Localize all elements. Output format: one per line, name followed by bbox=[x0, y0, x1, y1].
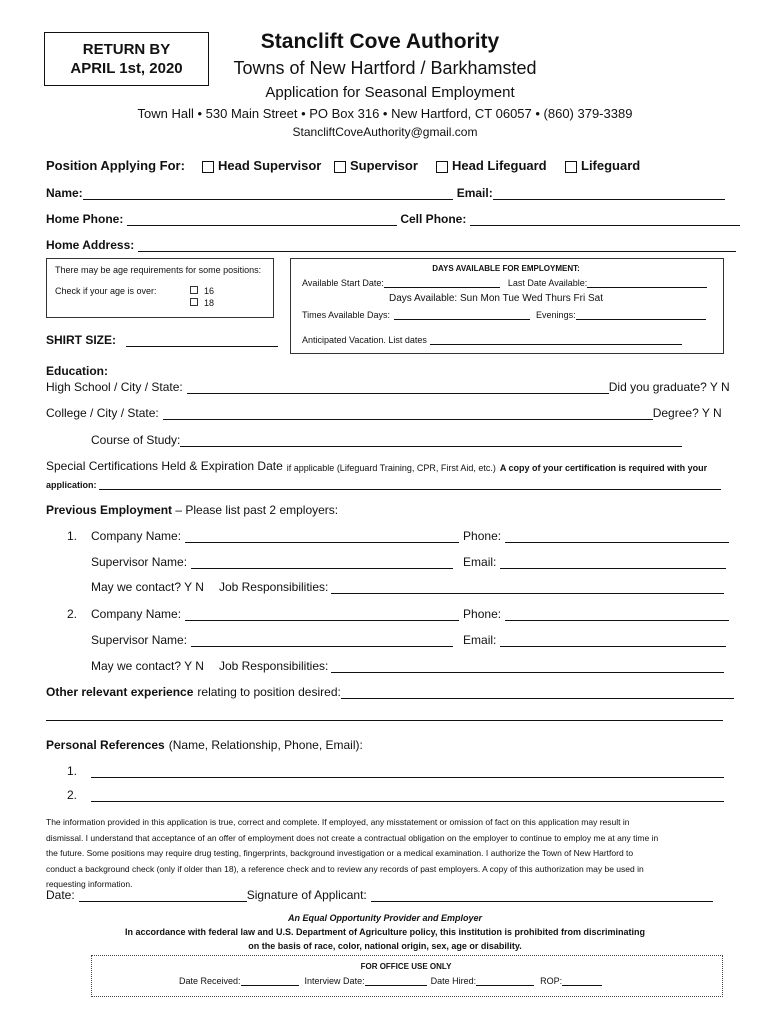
cell-phone-field[interactable] bbox=[470, 214, 740, 226]
shirt-size-field[interactable] bbox=[126, 335, 278, 347]
eeo-line1: An Equal Opportunity Provider and Employer bbox=[287, 913, 483, 923]
certification-statement: The information provided in this application is true, correct and complete. If employed, any misstatement or omission of fact on this application may result in dismissal. I understand that acceptance of an offer of employment does not create a contractual obligation on the employer to continue to employ me at any time in the future. Some positions may require drug testing, fingerprints, background investigation or a medical examination. I authorize the Town of New Hartford to conduct a background check (only if older than 18), a reference check and to review any records of past employers. A copy of this authorization may be used in requesting information. bbox=[46, 817, 659, 889]
position-label: Position Applying For: bbox=[46, 158, 185, 173]
days-box-title: DAYS AVAILABLE FOR EMPLOYMENT: bbox=[432, 264, 580, 273]
experience-field[interactable] bbox=[341, 687, 734, 699]
date-field[interactable] bbox=[79, 890, 247, 902]
towns-line: Towns of New Hartford / Barkhamsted bbox=[233, 58, 537, 78]
course-field[interactable] bbox=[180, 435, 682, 447]
vacation-label: Anticipated Vacation. List dates bbox=[302, 335, 427, 345]
rop-label: ROP: bbox=[540, 976, 563, 986]
age-check-label: Check if your age is over: bbox=[55, 286, 157, 296]
times-days-label: Times Available Days: bbox=[302, 310, 391, 320]
eeo-line2: In accordance with federal law and U.S. Department of Agriculture policy, this institution is prohibited from discriminating bbox=[124, 927, 646, 937]
checkbox-icon[interactable] bbox=[202, 161, 214, 173]
checkbox-icon[interactable] bbox=[190, 298, 198, 306]
phone-2-field[interactable] bbox=[505, 609, 729, 621]
certs-note: if applicable (Lifeguard Training, CPR, First Aid, etc.) bbox=[286, 463, 496, 473]
course-label: Course of Study: bbox=[91, 433, 181, 447]
phone-1-label: Phone: bbox=[463, 529, 502, 543]
certs-label: Special Certifications Held & Expiration Date bbox=[46, 459, 283, 473]
email-1-label: Email: bbox=[463, 555, 497, 569]
days-available: Days Available: Sun Mon Tue Wed Thurs Fri Sat bbox=[389, 293, 603, 304]
eeo-line3: on the basis of race, color, national origin, sex, age or disability. bbox=[248, 941, 522, 951]
supervisor-1-label: Supervisor Name: bbox=[91, 555, 188, 569]
checkbox-icon[interactable] bbox=[334, 161, 346, 173]
age-18-option[interactable]: 18 bbox=[190, 298, 214, 308]
references-label-bold: Personal References bbox=[46, 738, 165, 752]
option-head-supervisor[interactable]: Head Supervisor bbox=[202, 158, 321, 173]
vacation-field[interactable] bbox=[430, 333, 682, 345]
checkbox-icon[interactable] bbox=[436, 161, 448, 173]
employer-1-number: 1. bbox=[67, 529, 78, 543]
times-days-field[interactable] bbox=[394, 308, 530, 320]
home-address-field[interactable] bbox=[138, 240, 736, 252]
option-supervisor[interactable]: Supervisor bbox=[334, 158, 418, 173]
last-date-field[interactable] bbox=[587, 276, 707, 288]
certs-requirement: A copy of your certification is required with your bbox=[499, 463, 708, 473]
experience-label: relating to position desired: bbox=[197, 685, 341, 699]
shirt-size-label: SHIRT SIZE: bbox=[46, 333, 117, 347]
date-hired-label: Date Hired: bbox=[430, 976, 477, 986]
employer-2-number: 2. bbox=[67, 607, 78, 621]
supervisor-2-label: Supervisor Name: bbox=[91, 633, 188, 647]
return-by-line1: RETURN BY bbox=[82, 41, 171, 58]
contact-2-question: May we contact? Y N bbox=[91, 659, 204, 673]
degree-question: Degree? Y N bbox=[652, 406, 722, 420]
high-school-field[interactable] bbox=[187, 382, 609, 394]
rop-field[interactable] bbox=[562, 974, 602, 986]
reference-2-field[interactable] bbox=[91, 790, 724, 802]
duties-2-label: Job Responsibilities: bbox=[218, 659, 329, 673]
reference-2-number: 2. bbox=[67, 788, 78, 802]
office-use-title: FOR OFFICE USE ONLY bbox=[360, 962, 452, 971]
return-by-date: APRIL 1st, 2020 bbox=[70, 60, 183, 77]
option-lifeguard[interactable]: Lifeguard bbox=[565, 158, 640, 173]
employment-heading: Previous Employment bbox=[46, 503, 173, 517]
reference-1-field[interactable] bbox=[91, 766, 724, 778]
signature-field[interactable] bbox=[371, 890, 713, 902]
option-head-lifeguard[interactable]: Head Lifeguard bbox=[436, 158, 547, 173]
email-field[interactable] bbox=[493, 188, 725, 200]
interview-date-label: Interview Date: bbox=[304, 976, 365, 986]
interview-date-field[interactable] bbox=[365, 974, 427, 986]
date-hired-field[interactable] bbox=[476, 974, 534, 986]
reference-1-number: 1. bbox=[67, 764, 78, 778]
employment-subheading: – Please list past 2 employers: bbox=[172, 503, 339, 517]
duties-2-field[interactable] bbox=[331, 661, 724, 673]
age-16-option[interactable]: 16 bbox=[190, 286, 214, 296]
contact-address: Town Hall • 530 Main Street • PO Box 316 • New Hartford, CT 06057 • (860) 379-3389 bbox=[137, 106, 633, 121]
date-received-field[interactable] bbox=[241, 974, 299, 986]
position-row bbox=[46, 158, 185, 173]
checkbox-icon[interactable] bbox=[190, 286, 198, 294]
home-phone-label: Home Phone: bbox=[46, 212, 124, 226]
home-address-label: Home Address: bbox=[46, 238, 135, 252]
home-phone-field[interactable] bbox=[127, 214, 397, 226]
start-date-label: Available Start Date: bbox=[302, 278, 384, 288]
return-by-box bbox=[44, 32, 209, 86]
company-1-field[interactable] bbox=[185, 531, 459, 543]
certs-field[interactable] bbox=[99, 478, 721, 490]
email-label: Email: bbox=[456, 186, 493, 200]
age-note: There may be age requirements for some positions: bbox=[55, 265, 262, 275]
org-title: Stanclift Cove Authority bbox=[260, 30, 500, 53]
supervisor-1-field[interactable] bbox=[191, 557, 453, 569]
date-received-label: Date Received: bbox=[179, 976, 241, 986]
email-2-label: Email: bbox=[463, 633, 497, 647]
start-date-field[interactable] bbox=[384, 276, 500, 288]
supervisor-2-field[interactable] bbox=[191, 635, 453, 647]
phone-2-label: Phone: bbox=[463, 607, 502, 621]
duties-1-label: Job Responsibilities: bbox=[218, 580, 329, 594]
date-label: Date: bbox=[46, 888, 75, 902]
references-label: (Name, Relationship, Phone, Email): bbox=[168, 738, 363, 752]
certs-application: application bbox=[46, 480, 94, 490]
cell-phone-label: Cell Phone: bbox=[400, 212, 467, 226]
evenings-label: Evenings: bbox=[536, 310, 576, 320]
contact-1-question: May we contact? Y N bbox=[91, 580, 204, 594]
duties-1-field[interactable] bbox=[331, 582, 724, 594]
high-school-label: High School / City / State: bbox=[46, 380, 183, 394]
last-date-label: Last Date Available: bbox=[507, 278, 588, 288]
form-subtitle: Application for Seasonal Employment bbox=[265, 84, 515, 101]
company-2-label: Company Name: bbox=[91, 607, 182, 621]
education-heading: Education: bbox=[46, 364, 108, 378]
college-label: College / City / State: bbox=[46, 406, 159, 420]
name-label: Name: bbox=[46, 186, 83, 200]
company-1-label: Company Name: bbox=[91, 529, 182, 543]
experience-label-bold: Other relevant experience bbox=[46, 685, 194, 699]
checkbox-icon[interactable] bbox=[565, 161, 577, 173]
email-2-field[interactable] bbox=[500, 635, 726, 647]
contact-email: StancliftCoveAuthority@gmail.com bbox=[292, 125, 478, 139]
college-field[interactable] bbox=[163, 408, 653, 420]
experience-field-line2[interactable] bbox=[46, 720, 723, 721]
evenings-field[interactable] bbox=[576, 308, 706, 320]
name-field[interactable] bbox=[83, 188, 453, 200]
company-2-field[interactable] bbox=[185, 609, 459, 621]
signature-label: Signature of Applicant: bbox=[246, 888, 367, 902]
email-1-field[interactable] bbox=[500, 557, 726, 569]
phone-1-field[interactable] bbox=[505, 531, 729, 543]
graduate-question: Did you graduate? Y N bbox=[608, 380, 730, 394]
